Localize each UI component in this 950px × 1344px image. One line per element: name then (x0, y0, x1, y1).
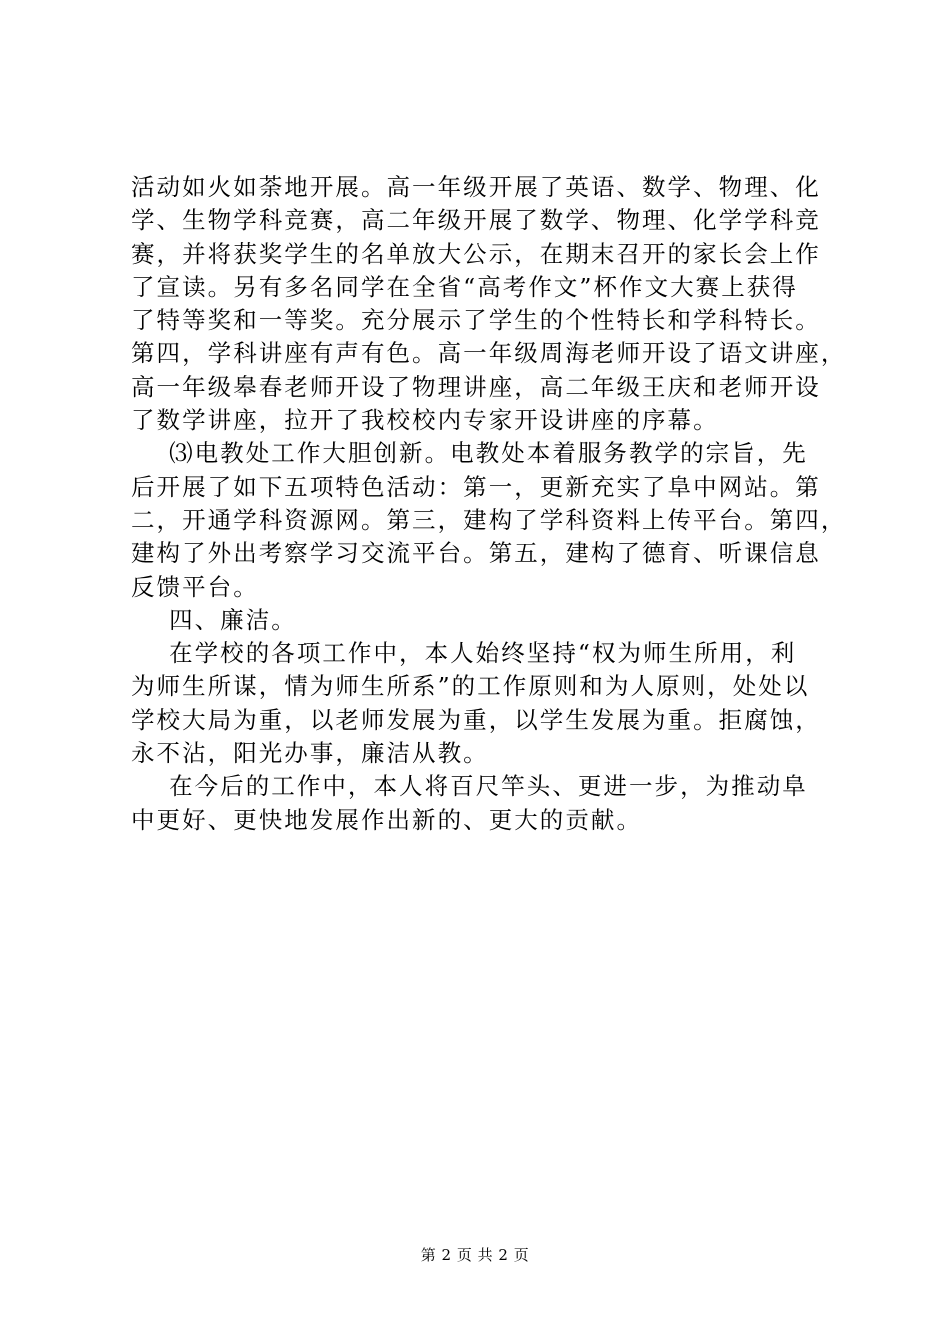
document-body (131, 171, 847, 837)
text-line: 高一年级皋春老师开设了物理讲座，高二年级王庆和老师开设 (131, 372, 821, 401)
text-line: 中更好、更快地发展作出新的、更大的贡献。 (131, 805, 642, 834)
text-line: 反馈平台。 (131, 572, 259, 601)
text-line: 赛，并将获奖学生的名单放大公示，在期末召开的家长会上作 (131, 239, 821, 268)
text-line: 活动如火如荼地开展。高一年级开展了英语、数学、物理、化 (131, 173, 821, 201)
text-line: 了宣读。另有多名同学在全省“高考作文”杯作文大赛上获得 (131, 272, 798, 301)
text-line: 了数学讲座，拉开了我校校内专家开设讲座的序幕。 (131, 406, 719, 435)
section-heading: 四、廉洁。 (131, 605, 297, 634)
page-number: 第 2 页 共 2 页 (420, 1246, 530, 1264)
text-line: 建构了外出考察学习交流平台。第五，建构了德育、听课信息 (131, 539, 821, 568)
text-line: ⑶电教处工作大胆创新。电教处本着服务教学的宗旨，先 (131, 439, 808, 468)
text-line: 在学校的各项工作中，本人始终坚持“权为师生所用，利 (131, 639, 797, 668)
text-line: 第四，学科讲座有声有色。高一年级周海老师开设了语文讲座， (131, 339, 847, 368)
text-line: 永不沾，阳光办事，廉洁从教。 (131, 739, 489, 768)
text-line: 后开展了如下五项特色活动：第一，更新充实了阜中网站。第 (131, 472, 821, 501)
page-footer (0, 1245, 950, 1265)
text-line: 学校大局为重，以老师发展为重，以学生发展为重。拒腐蚀， (131, 705, 821, 734)
text-line: 了特等奖和一等奖。充分展示了学生的个性特长和学科特长。 (131, 306, 821, 335)
text-line: 在今后的工作中，本人将百尺竿头、更进一步，为推动阜 (131, 772, 808, 801)
text-line: 学、生物学科竞赛，高二年级开展了数学、物理、化学学科竞 (131, 206, 821, 235)
text-line: 为师生所谋，情为师生所系”的工作原则和为人原则，处处以 (131, 672, 810, 701)
text-line: 二，开通学科资源网。第三，建构了学科资料上传平台。第四， (131, 505, 847, 534)
